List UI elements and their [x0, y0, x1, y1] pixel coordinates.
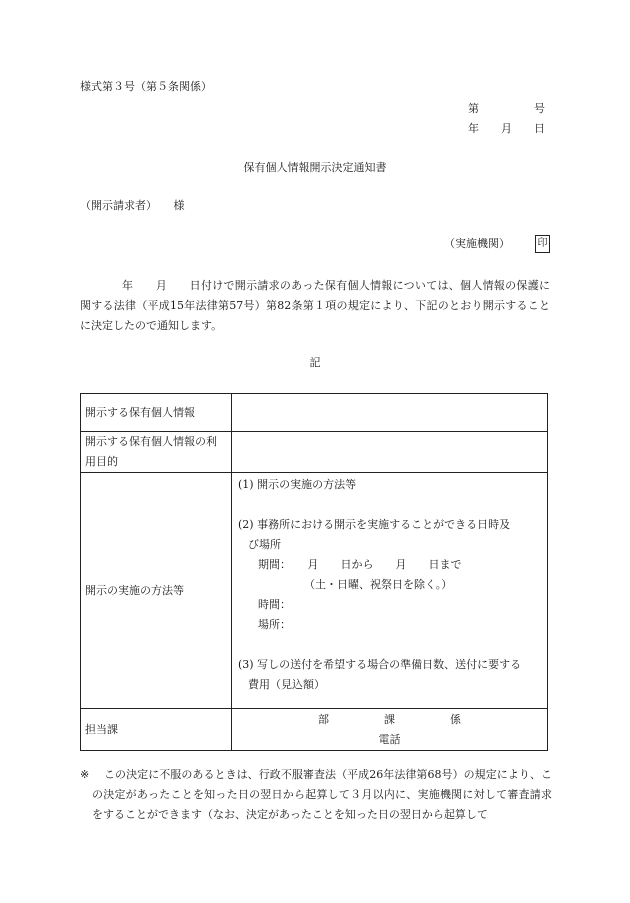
- table-row: [81, 394, 548, 432]
- row-label-method: 開示の実施の方法等: [81, 473, 232, 709]
- disclosed-info-value: [232, 394, 548, 432]
- method-item-1: (1) 開示の実施の方法等: [238, 478, 357, 491]
- method-item-3-cont: 費用（見込額）: [248, 678, 325, 691]
- table-row: [81, 432, 548, 473]
- table-row: [81, 709, 548, 751]
- time-line: 時間：: [258, 598, 291, 611]
- place-line: 場所：: [258, 618, 291, 631]
- period-note: （土・日曜、祝祭日を除く。）: [304, 578, 453, 591]
- row-label-usage-purpose: 開示する保有個人情報の利用目的: [81, 432, 232, 473]
- department-cell: [232, 709, 548, 751]
- ki-heading: 記: [309, 356, 321, 369]
- usage-purpose-value: [232, 432, 548, 473]
- agency-label: （実施機関）: [444, 237, 510, 250]
- method-item-2: (2) 事務所における開示を実施することができる日時及: [238, 518, 511, 531]
- row-label-disclosed-info: 開示する保有個人情報: [81, 394, 232, 432]
- method-details: [232, 473, 548, 709]
- department-line: 部 課 係: [318, 712, 461, 726]
- seal-stamp: 印: [535, 235, 550, 253]
- note-text: この決定に不服のあるときは、行政不服審査法（平成26年法律第68号）の規定により、この決定があったことを知った日の翌日から起算して３月以内に、実施機関に対して審査請求をすることができます（なお、決定があったことを知った日の翌日から起算して: [92, 768, 552, 821]
- phone-line: 電話: [378, 732, 401, 746]
- document-date: 年 月 日: [468, 122, 545, 135]
- row-label-department: 担当課: [81, 709, 232, 751]
- document-number: 第 号: [468, 102, 545, 115]
- footnote: [80, 765, 552, 825]
- disclosure-table: [80, 393, 548, 751]
- method-item-2-cont: び場所: [248, 538, 281, 551]
- form-label: 様式第３号（第５条関係）: [80, 80, 212, 93]
- note-mark: ※: [80, 768, 90, 781]
- period-line: 期間： 月 日から 月 日まで: [258, 558, 462, 571]
- requester-line: （開示請求者） 様: [80, 199, 185, 212]
- page-title: 保有個人情報開示決定通知書: [243, 161, 387, 174]
- method-item-3: (3) 写しの送付を希望する場合の準備日数、送付に要する: [238, 658, 522, 671]
- body-paragraph: 年 月 日付けで開示請求のあった保有個人情報については、個人情報の保護に関する法律（平成15年法律第57号）第82条第１項の規定により、下記のとおり開示することに決定したので通知します。: [80, 279, 550, 332]
- table-row: [81, 473, 548, 709]
